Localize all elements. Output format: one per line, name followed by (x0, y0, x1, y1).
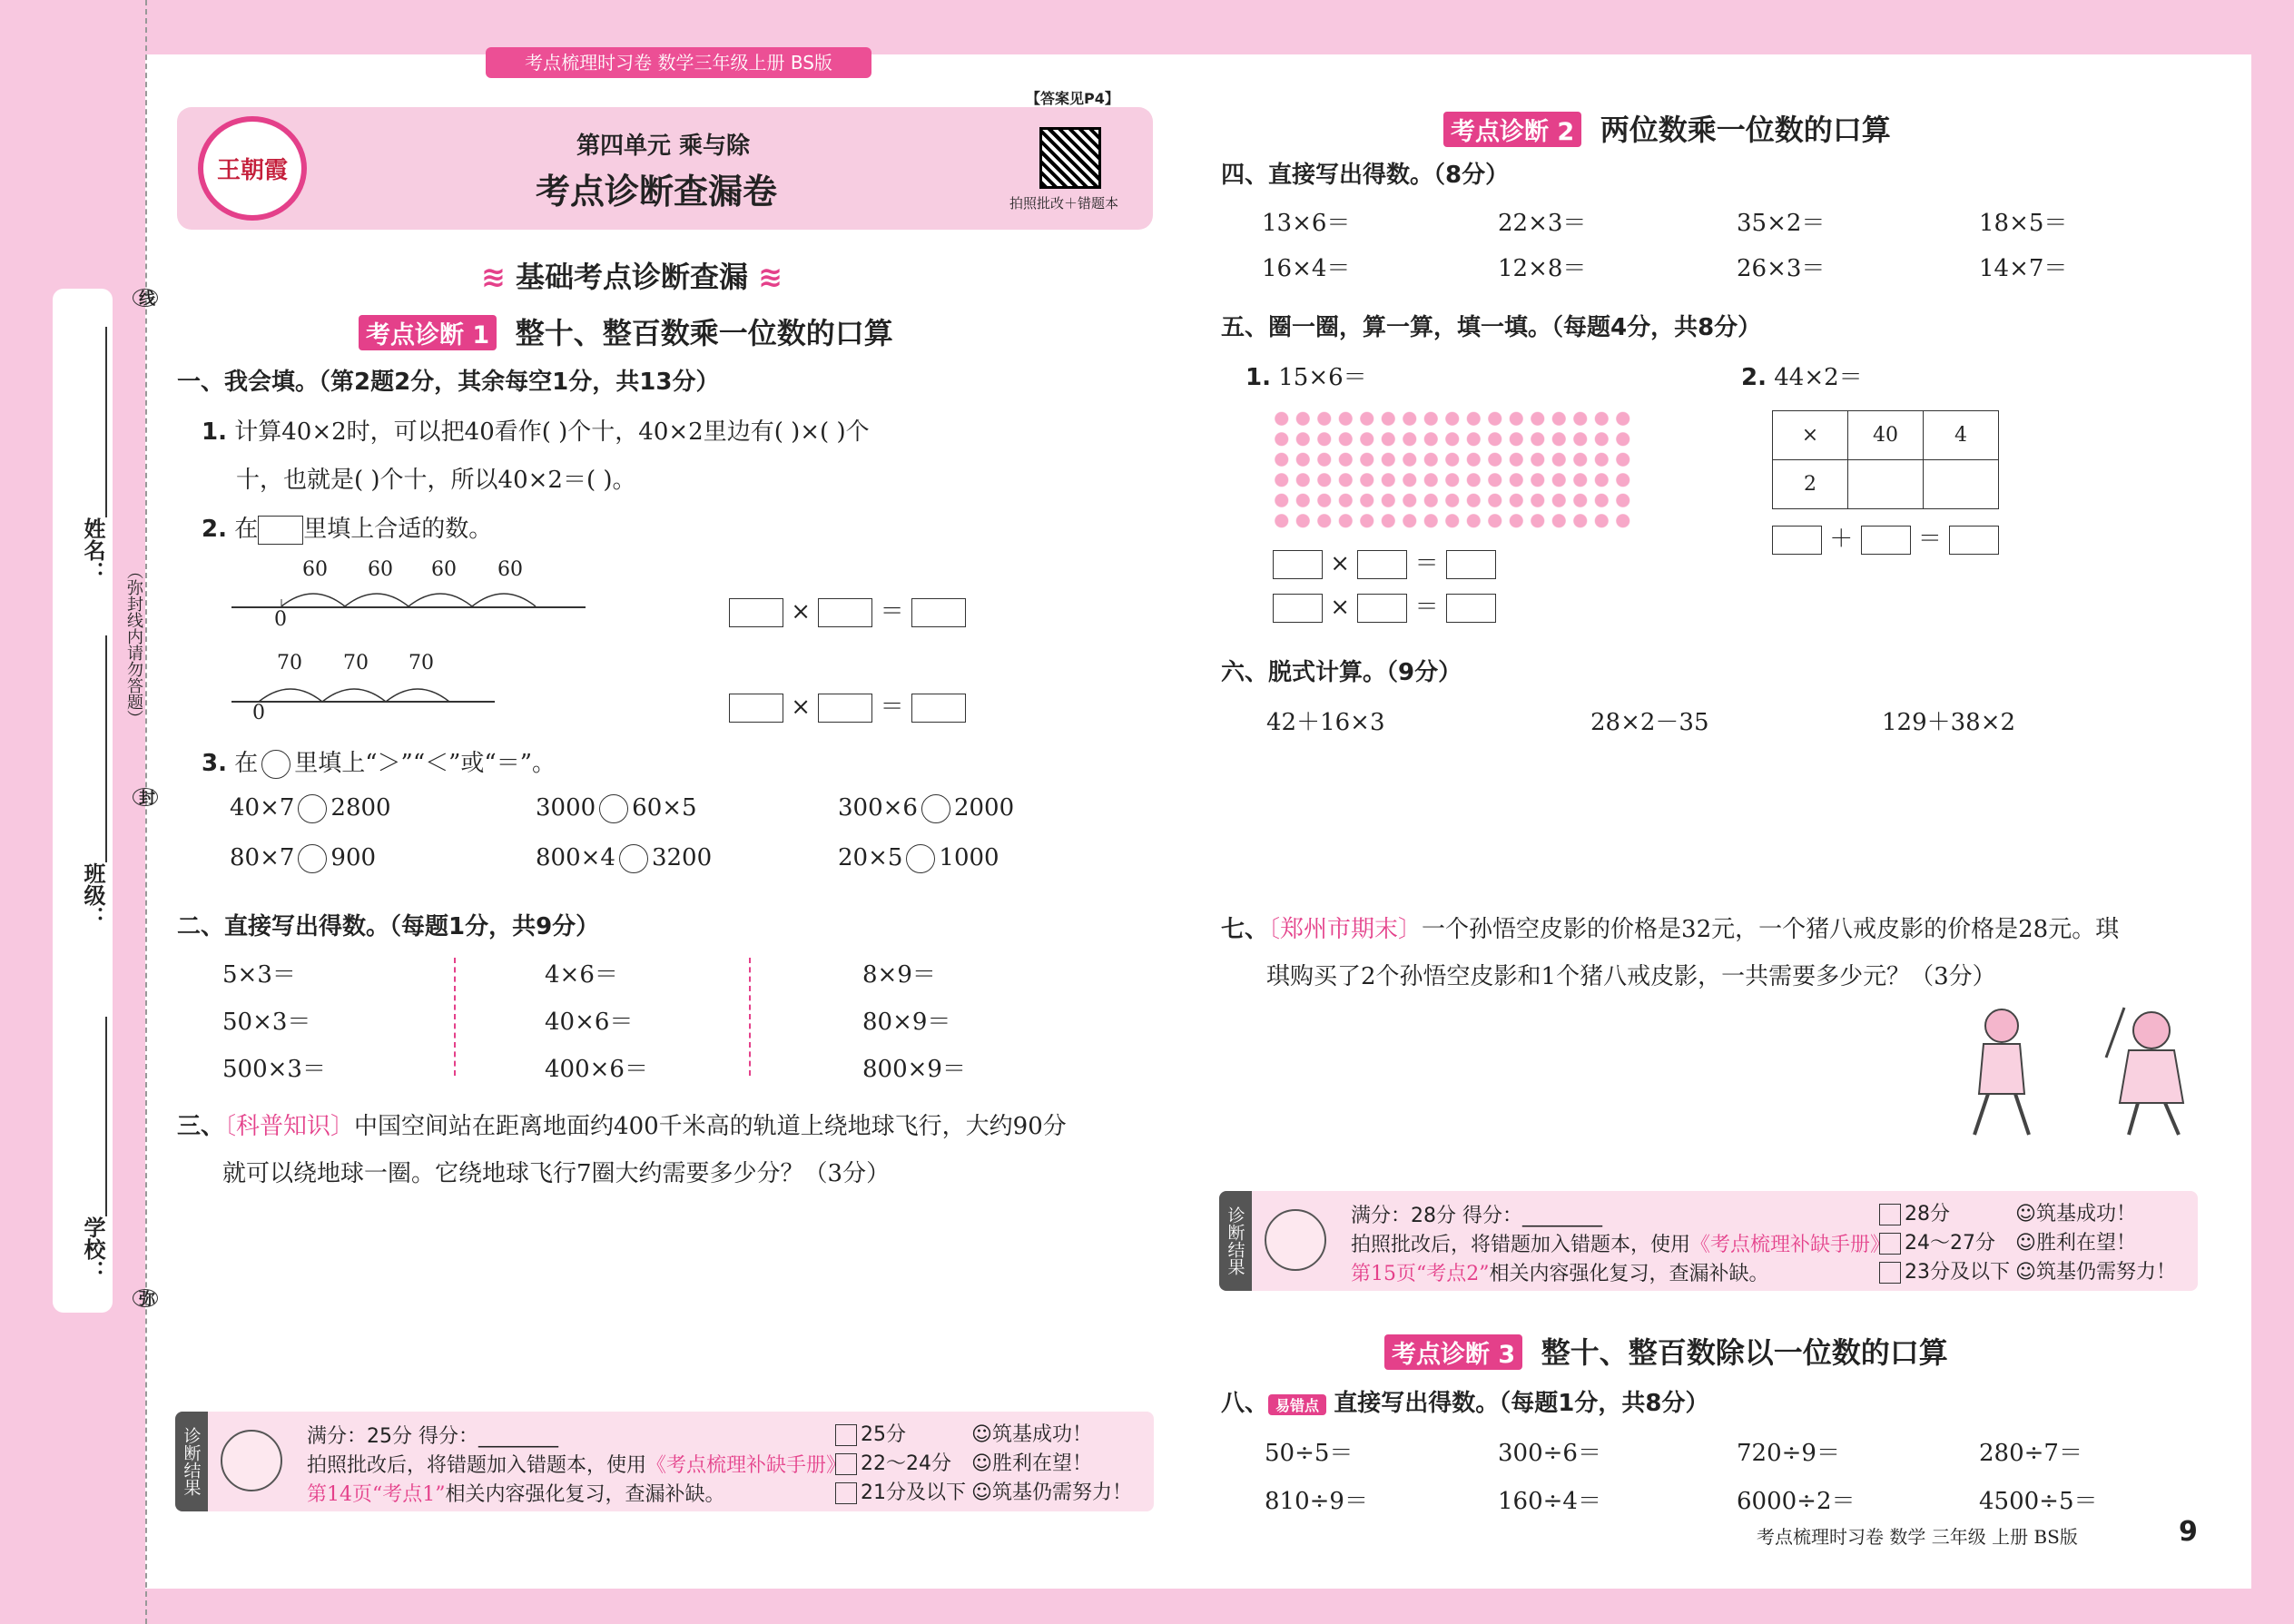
grade-1[interactable]: 28分 (1879, 1198, 1950, 1226)
section-title: ≋ 基础考点诊断查漏 ≋ (481, 260, 783, 294)
answer-box[interactable] (1772, 526, 1822, 555)
girl-avatar-icon (221, 1430, 282, 1491)
feng-mark: 封 (133, 788, 158, 806)
answer-box[interactable] (911, 598, 966, 627)
answer-box[interactable] (1446, 594, 1496, 623)
msg-1: ☺筑基成功！ (971, 1423, 1092, 1446)
diag2-title: 两位数乘一位数的口算 (1600, 113, 1891, 147)
diag3-title: 整十、整百数除以一位数的口算 (1541, 1335, 1948, 1370)
q2-item[interactable]: 5×3＝ (222, 961, 296, 989)
diag1-title: 整十、整百数乘一位数的口算 (515, 316, 893, 350)
q5-2: 2. 44×2＝ (1741, 364, 1863, 391)
table-cell: 2 (1773, 460, 1848, 509)
line2-label-2: 70 (343, 652, 369, 674)
q2-item[interactable]: 4×6＝ (545, 961, 618, 989)
line1-label-3: 60 (431, 558, 457, 581)
error-prone-badge: 易错点 (1268, 1394, 1326, 1415)
table-cell: 40 (1848, 411, 1924, 460)
q5-2-eq: ＋ ＝ (1772, 520, 1999, 555)
compare-circle[interactable] (298, 794, 327, 823)
seal-note: （弥封线内请勿答题） (124, 563, 143, 726)
compare-4: 80×7 900 (230, 844, 377, 871)
qr-label: 拍照批改＋错题本 (1009, 195, 1119, 212)
msg-1: ☺筑基成功！ (2015, 1203, 2136, 1225)
diag-result-left: 诊断结果 满分：25分 得分：________ 拍照批改后，将错题加入错题本，使用《考点梳理补缺手册》 第14页“考点1”相关内容强化复习，查漏补缺。 25分 22～24分 21分及以下 ☺筑基成功！ ☺胜利在望！ ☺筑基仍需努力！ (175, 1412, 1154, 1511)
grade-3[interactable]: 23分及以下 (1879, 1256, 2010, 1284)
q8-title: 八、 易错点 直接写出得数。（每题1分，共8分） (1221, 1390, 1709, 1417)
answer-box[interactable] (1273, 550, 1323, 579)
q2-item[interactable]: 500×3＝ (222, 1056, 326, 1083)
smiley-icon: ☺ (2015, 1232, 2036, 1255)
q2-item[interactable]: 40×6＝ (545, 1009, 634, 1036)
answer-reference: 【答案见P4】 (1026, 90, 1119, 107)
q2-item[interactable]: 8×9＝ (862, 961, 936, 989)
q8-item[interactable]: 50÷5＝ (1265, 1440, 1354, 1467)
table-cell[interactable] (1924, 460, 1999, 509)
q5-1-eq-1: × ＝ (1273, 545, 1496, 579)
smiley-icon: ☺ (971, 1452, 992, 1475)
qr-code[interactable] (1039, 127, 1101, 189)
q6-item[interactable]: 28×2－35 (1590, 709, 1709, 736)
q1-1-line1: 1. 计算40×2时，可以把40看作( )个十，40×2里边有( )×( )个 (202, 418, 870, 446)
compare-2: 3000 60×5 (536, 794, 697, 822)
line2-label-1: 70 (277, 652, 302, 674)
msg-3: ☺筑基仍需努力！ (971, 1481, 1132, 1504)
name-label: 姓名： (80, 517, 105, 583)
compare-6: 20×5 1000 (838, 844, 999, 871)
school-line[interactable] (105, 1017, 107, 1216)
q6-item[interactable]: 129＋38×2 (1882, 709, 2016, 736)
circle-icon (261, 750, 290, 779)
q5-1-eq-2: × ＝ (1273, 588, 1496, 623)
msg-2: ☺胜利在望！ (971, 1452, 1092, 1475)
q5-1: 1. 15×6＝ (1245, 364, 1367, 391)
answer-box[interactable] (911, 694, 966, 723)
dot-array[interactable] (1271, 408, 1634, 531)
q7-line2: 琪购买了2个孙悟空皮影和1个猪八戒皮影，一共需要多少元？（3分） (1266, 963, 1996, 990)
msg-2: ☺胜利在望！ (2015, 1232, 2136, 1255)
pig-puppet-icon (2097, 1003, 2206, 1139)
page-number: 9 (2179, 1516, 2198, 1548)
compare-1: 40×7 2800 (230, 794, 391, 822)
class-line[interactable] (105, 635, 107, 862)
q4-item[interactable]: 12×8＝ (1498, 255, 1587, 282)
q4-title: 四、直接写出得数。（8分） (1221, 162, 1510, 189)
q6-title: 六、脱式计算。（9分） (1221, 659, 1462, 686)
table-cell[interactable] (1848, 460, 1924, 509)
unit-title: 第四单元 乘与除 (576, 133, 751, 160)
q2-item[interactable]: 80×9＝ (862, 1009, 951, 1036)
brand-logo: 王朝霞 (198, 116, 307, 221)
advice-line1: 拍照批改后，将错题加入错题本，使用《考点梳理补缺手册》 (307, 1454, 847, 1477)
smiley-icon: ☺ (2015, 1261, 2036, 1284)
q2-item[interactable]: 50×3＝ (222, 1009, 311, 1036)
smiley-icon: ☺ (971, 1423, 992, 1446)
advice-line1: 拍照批改后，将错题加入错题本，使用《考点梳理补缺手册》 (1351, 1234, 1891, 1256)
q2-title: 二、直接写出得数。（每题1分，共9分） (177, 913, 600, 940)
grade-1[interactable]: 25分 (835, 1419, 906, 1447)
diag2-header (1443, 107, 1891, 149)
diag3-header (1384, 1330, 1948, 1372)
compare-circle[interactable] (906, 844, 935, 873)
seal-line (145, 0, 147, 1624)
multiplication-table (1772, 410, 1999, 509)
q5-title: 五、圈一圈，算一算，填一填。（每题4分，共8分） (1221, 314, 1762, 341)
diag1-header (359, 310, 893, 352)
q1-1-line2: 十，也就是( )个十，所以40×2＝( )。 (236, 467, 636, 494)
divider (454, 958, 456, 1076)
q8-item[interactable]: 810÷9＝ (1265, 1488, 1368, 1515)
answer-box[interactable] (729, 598, 783, 627)
school-label: 学校： (80, 1216, 105, 1282)
diag1-badge: 考点诊断 1 (359, 315, 497, 350)
q8-item[interactable]: 720÷9＝ (1737, 1440, 1840, 1467)
q1-title: 一、我会填。（第2题2分，其余每空1分，共13分） (177, 369, 720, 396)
student-info-panel (53, 289, 113, 1313)
answer-box[interactable] (1446, 550, 1496, 579)
answer-box[interactable] (1357, 594, 1407, 623)
q4-item[interactable]: 18×5＝ (1979, 210, 2068, 237)
class-label: 班级： (80, 862, 105, 928)
line1-label-2: 60 (368, 558, 393, 581)
line1-label-4: 60 (497, 558, 523, 581)
q8-item[interactable]: 300÷6＝ (1498, 1440, 1601, 1467)
q1-2-eq-1: × ＝ (729, 593, 966, 627)
q8-item[interactable]: 280÷7＝ (1979, 1440, 2082, 1467)
msg-3: ☺筑基仍需努力！ (2015, 1261, 2176, 1284)
diag2-badge: 考点诊断 2 (1443, 112, 1581, 147)
compare-circle[interactable] (599, 794, 628, 823)
answer-box[interactable] (1861, 526, 1911, 555)
answer-box[interactable] (1357, 550, 1407, 579)
line1-label-1: 60 (302, 558, 328, 581)
line1-zero: 0 (274, 608, 287, 631)
girl-avatar-icon (1265, 1209, 1326, 1271)
q8-item[interactable]: 160÷4＝ (1498, 1488, 1601, 1515)
answer-box[interactable] (818, 598, 872, 627)
grade-3[interactable]: 21分及以下 (835, 1477, 966, 1505)
score-line: 满分：25分 得分：________ (307, 1425, 558, 1448)
advice-line2: 第14页“考点1”相关内容强化复习，查漏补缺。 (307, 1483, 725, 1506)
paper-title: 考点诊断查漏卷 (536, 172, 778, 212)
q3-line2: 就可以绕地球一圈。它绕地球飞行7圈大约需要多少分？（3分） (222, 1160, 891, 1187)
name-line[interactable] (105, 327, 107, 517)
grade-2[interactable]: 22～24分 (835, 1448, 951, 1476)
q4-item[interactable]: 22×3＝ (1498, 210, 1587, 237)
advice-line2: 第15页“考点2”相关内容强化复习，查漏补缺。 (1351, 1263, 1769, 1285)
footer-text: 考点梳理时习卷 数学 三年级 上册 BS版 (1757, 1526, 2078, 1548)
grade-2[interactable]: 24～27分 (1879, 1227, 1995, 1255)
answer-box[interactable] (818, 694, 872, 723)
line2-zero: 0 (252, 702, 265, 724)
q7-line1: 七、〔郑州市期末〕一个孙悟空皮影的价格是32元，一个猪八戒皮影的价格是28元。琪 (1221, 916, 2120, 943)
header-tab: 考点梳理时习卷 数学三年级上册 BS版 (486, 47, 871, 78)
score-line: 满分：28分 得分：________ (1351, 1205, 1602, 1227)
q2-item[interactable]: 400×6＝ (545, 1056, 648, 1083)
q4-item[interactable]: 14×7＝ (1979, 255, 2068, 282)
smiley-icon: ☺ (2015, 1203, 2036, 1225)
smiley-icon: ☺ (971, 1481, 992, 1504)
mi-mark: 弥 (133, 1289, 158, 1307)
q6-item[interactable]: 42＋16×3 (1266, 709, 1385, 736)
compare-3: 300×6 2000 (838, 794, 1015, 822)
wave-icon: ≋ (481, 260, 516, 294)
q1-2-eq-2: × ＝ (729, 688, 966, 723)
compare-circle[interactable] (298, 844, 327, 873)
number-line-1-arcs (231, 572, 595, 613)
compare-circle[interactable] (921, 794, 950, 823)
line2-label-3: 70 (409, 652, 434, 674)
compare-circle[interactable] (619, 844, 648, 873)
table-cell: 4 (1924, 411, 1999, 460)
q8-item[interactable]: 6000÷2＝ (1737, 1488, 1856, 1515)
answer-box[interactable] (1949, 526, 1999, 555)
answer-box[interactable] (729, 694, 783, 723)
q1-2-title: 2. 在 里填上合适的数。 (202, 516, 493, 543)
table-cell: × (1773, 411, 1848, 460)
q2-item[interactable]: 800×9＝ (862, 1056, 966, 1083)
compare-5: 800×4 3200 (536, 844, 713, 871)
xian-mark: 线 (133, 289, 158, 307)
wave-icon: ≋ (747, 260, 783, 294)
divider (749, 958, 751, 1076)
q4-item[interactable]: 26×3＝ (1737, 255, 1826, 282)
q1-3-title: 3. 在 里填上“＞”“＜”或“＝”。 (202, 750, 556, 777)
q4-item[interactable]: 13×6＝ (1262, 210, 1351, 237)
q3-line1: 三、〔科普知识〕中国空间站在距离地面约400千米高的轨道上绕地球飞行，大约90分 (177, 1113, 1067, 1140)
answer-box-icon (258, 516, 303, 545)
diag3-badge: 考点诊断 3 (1384, 1334, 1522, 1370)
q4-item[interactable]: 35×2＝ (1737, 210, 1826, 237)
monkey-puppet-icon (1952, 1003, 2052, 1139)
q4-item[interactable]: 16×4＝ (1262, 255, 1351, 282)
diag-result-right: 诊断结果 满分：28分 得分：________ 拍照批改后，将错题加入错题本，使用《考点梳理补缺手册》 第15页“考点2”相关内容强化复习，查漏补缺。 28分 24～27分 23分及以下 ☺筑基成功！ ☺胜利在望！ ☺筑基仍需努力！ (1219, 1191, 2198, 1291)
answer-box[interactable] (1273, 594, 1323, 623)
q8-item[interactable]: 4500÷5＝ (1979, 1488, 2098, 1515)
